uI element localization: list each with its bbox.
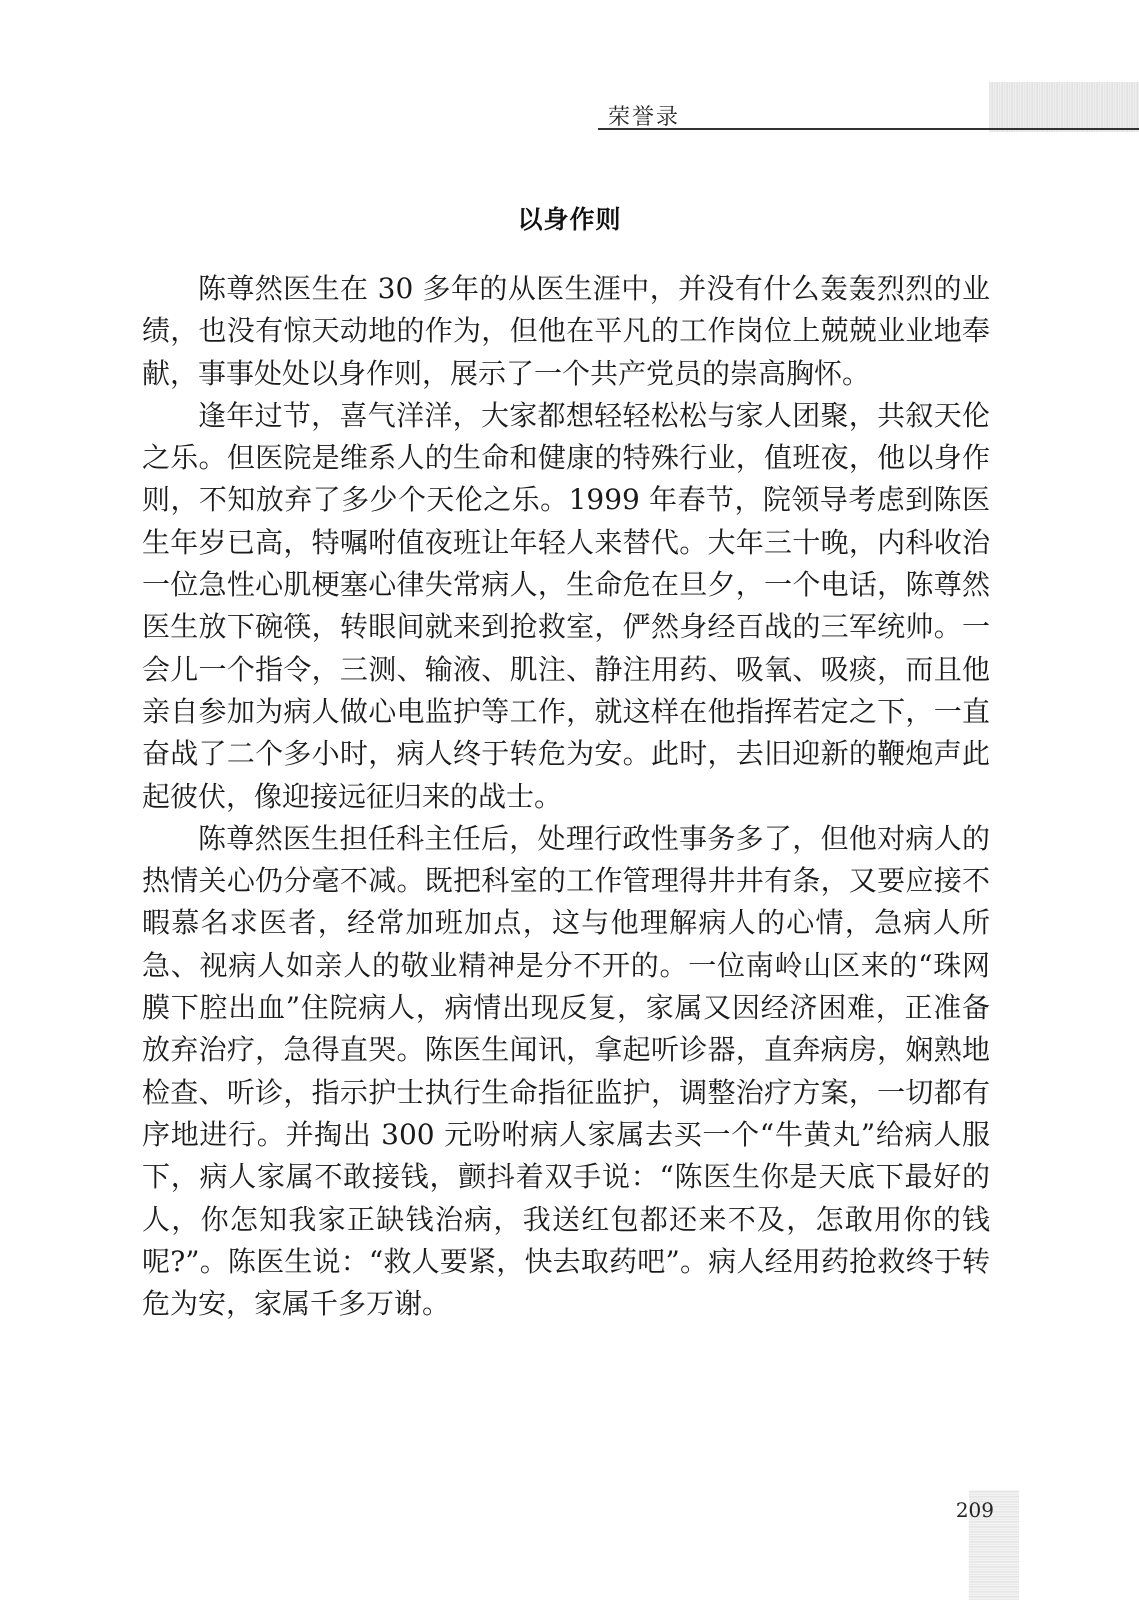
scan-edge-top	[989, 82, 1139, 132]
header-rule	[598, 128, 1139, 130]
article-body	[142, 268, 990, 1325]
paragraph-3: 陈尊然医生担任科主任后，处理行政性事务多了，但他对病人的热情关心仍分毫不减。既把科室的工作管理得井井有条，又要应接不暇慕名求医者，经常加班加点，这与他理解病人的心情，急病人所急、视病人如亲人的敬业精神是分不开的。一位南岭山区来的“珠网膜下腔出血”住院病人，病情出现反复，家属又因经济困难，正准备放弃治疗，急得直哭。陈医生闻讯，拿起听诊器，直奔病房，娴熟地检查、听诊，指示护士执行生命指征监护，调整治疗方案，一切都有序地进行。并掏出 300 元吩咐病人家属去买一个“牛黄丸”给病人服下，病人家属不敢接钱，颤抖着双手说：“陈医生你是天底下最好的人，你怎知我家正缺钱治病，我送红包都还来不及，怎敢用你的钱呢?”。陈医生说：“救人要紧，快去取药吧”。病人经用药抢救终于转危为安，家属千多万谢。	[142, 821, 990, 1321]
paragraph-2: 逢年过节，喜气洋洋，大家都想轻轻松松与家人团聚，共叙天伦之乐。但医院是维系人的生命和健康的特殊行业，值班夜，他以身作则，不知放弃了多少个天伦之乐。1999 年春节，院领导考虑到陈医生年岁已高，特嘱咐值夜班让年轻人来替代。大年三十晚，内科收治一位急性心肌梗塞心律失常病人，生命危在旦夕，一个电话，陈尊然医生放下碗筷，转眼间就来到抢救室，俨然身经百战的三军统帅。一会儿一个指令，三测、输液、肌注、静注用药、吸氧、吸痰，而且他亲自参加为病人做心电监护等工作，就这样在他指挥若定之下，一直奋战了二个多小时，病人终于转危为安。此时，去旧迎新的鞭炮声此起彼伏，像迎接远征归来的战士。	[142, 398, 990, 813]
article-title: 以身作则	[517, 205, 622, 234]
running-header: 荣誉录	[608, 105, 681, 130]
paragraph-1: 陈尊然医生在 30 多年的从医生涯中，并没有什么轰轰烈烈的业绩，也没有惊天动地的作为，但他在平凡的工作岗位上兢兢业业地奉献，事事处处以身作则，展示了一个共产党员的崇高胸怀。	[142, 272, 990, 390]
page-number: 209	[955, 1498, 994, 1522]
